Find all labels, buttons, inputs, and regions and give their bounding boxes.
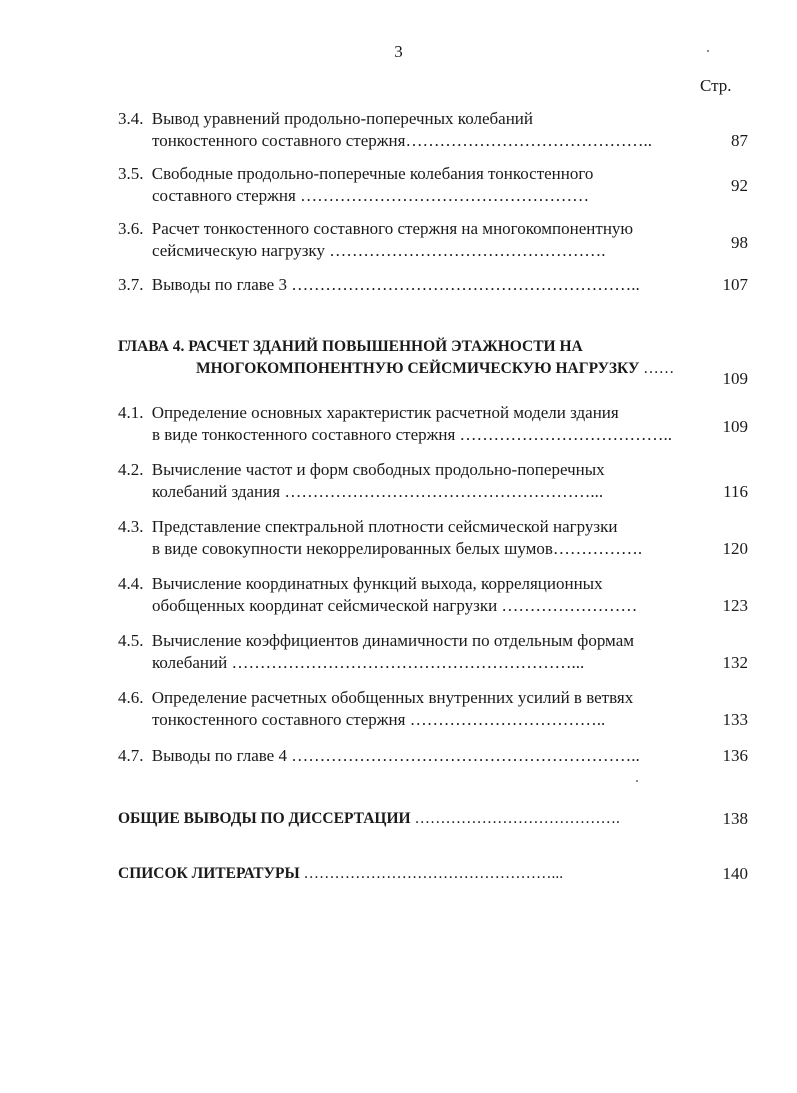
toc-leader-dots: …………………………………………………….. [291,746,640,765]
toc-entry-title: Выводы по главе 3 [151,275,287,294]
toc-page-number: 132 [722,653,748,672]
toc-entry-4-5 [118,630,748,674]
toc-entry-title-cont: сейсмическую нагрузку [152,241,325,260]
toc-chapter-4 [118,336,748,388]
page-number: 3 [394,42,403,61]
toc-entry-number: 4.4. [118,574,144,593]
toc-entry-4-1 [118,402,748,446]
toc-leader-dots: ………………………………………………... [284,482,604,501]
toc-entry-3-5 [118,163,748,207]
toc-page-number: 136 [722,746,748,765]
toc-entry-number: 4.5. [118,631,144,650]
toc-chapter-title-cont: МНОГОКОМПОНЕНТНУЮ СЕЙСМИЧЕСКУЮ НАГРУЗКУ [196,360,640,377]
scan-speck [707,50,709,52]
toc-entry-4-2 [118,459,748,503]
toc-entry-4-7 [118,745,748,767]
toc-page-number: 123 [722,596,748,615]
toc-leader-dots: …………………………………………………….. [291,275,640,294]
toc-entry-title: Определение основных характеристик расчетной модели здания [151,403,619,422]
toc-leader-dots: …………………………………………… [300,186,590,205]
toc-entry-title-cont: колебаний [152,653,228,672]
toc-leader-dots: …………………………………….. [405,131,652,150]
toc-entry-title-cont: тонкостенного составного стержня [152,131,406,150]
toc-leader-dots: …………………………………………. [329,241,606,260]
toc-page-number: 92 [731,176,748,195]
toc-entry-number: 3.6. [118,219,144,238]
toc-leader-dots: …………………… [501,596,638,615]
toc-leader-dots: ……………………………………………………... [231,653,585,672]
toc-entry-number: 4.2. [118,460,144,479]
toc-general-conclusions [118,808,748,830]
toc-entry-number: 3.4. [118,109,144,128]
toc-section-title: СПИСОК ЛИТЕРАТУРЫ [118,865,300,882]
toc-leader-dots: …………………………………. [414,810,620,827]
toc-entry-title: Определение расчетных обобщенных внутренних усилий в ветвях [151,688,634,707]
toc-leader-dots: …………………………………………... [303,865,564,882]
toc-entry-title-cont: колебаний здания [152,482,281,501]
toc-entry-title-cont: составного стержня [152,186,296,205]
toc-entry-title: Вычисление коэффициентов динамичности по отдельным формам [151,631,635,650]
toc-references [118,863,748,885]
toc-page-number: 116 [723,482,748,501]
toc-section-title: ОБЩИЕ ВЫВОДЫ ПО ДИССЕРТАЦИИ [118,810,411,827]
toc-page-number: 107 [722,275,748,294]
toc-page-number: 120 [722,539,748,558]
toc-entry-title: Вывод уравнений продольно-поперечных колебаний [151,109,533,128]
page-column-label: Стр. [700,76,732,95]
toc-page-number: 140 [722,864,748,883]
toc-entry-title-cont: тонкостенного составного стержня [152,710,406,729]
toc-entry-title-cont: в виде тонкостенного составного стержня [152,425,456,444]
toc-entry-3-4 [118,108,748,152]
toc-entry-3-7 [118,274,748,296]
toc-page-number: 133 [722,710,748,729]
toc-leader-dots: …………………………….. [409,710,606,729]
toc-entry-number: 4.6. [118,688,144,707]
toc-entry-title: Представление спектральной плотности сейсмической нагрузки [151,517,618,536]
toc-entry-number: 3.5. [118,164,144,183]
scan-speck [636,780,638,782]
toc-entry-4-6 [118,687,748,731]
toc-page-number: 138 [722,809,748,828]
toc-leader-dots: ……………. [552,539,643,558]
toc-entry-number: 4.1. [118,403,144,422]
toc-entry-title: Свободные продольно-поперечные колебания тонкостенного [151,164,594,183]
toc-entry-title: Выводы по главе 4 [151,746,287,765]
toc-entry-title-cont: обобщенных координат сейсмической нагрузки [152,596,498,615]
toc-leader-dots: ……………………………….. [459,425,673,444]
toc-page-number: 109 [722,417,748,436]
toc-entry-title-cont: в виде совокупности некоррелированных белых шумов [152,539,553,558]
toc-page-number: 98 [731,233,748,252]
toc-page-number: 109 [722,369,748,388]
toc-entry-4-4 [118,573,748,617]
toc-entry-title: Расчет тонкостенного составного стержня на многокомпонентную [151,219,634,238]
toc-entry-title: Вычисление частот и форм свободных продольно-поперечных [151,460,605,479]
toc-leader-dots: …… [643,360,675,377]
toc-entry-3-6 [118,218,748,262]
toc-chapter-title: ГЛАВА 4. РАСЧЕТ ЗДАНИЙ ПОВЫШЕННОЙ ЭТАЖНОСТИ НА [118,338,583,355]
toc-entry-number: 4.3. [118,517,144,536]
toc-entry-4-3 [118,516,748,560]
toc-entry-number: 3.7. [118,275,144,294]
toc-entry-title: Вычисление координатных функций выхода, корреляционных [151,574,603,593]
toc-entry-number: 4.7. [118,746,144,765]
toc-page-number: 87 [731,131,748,150]
